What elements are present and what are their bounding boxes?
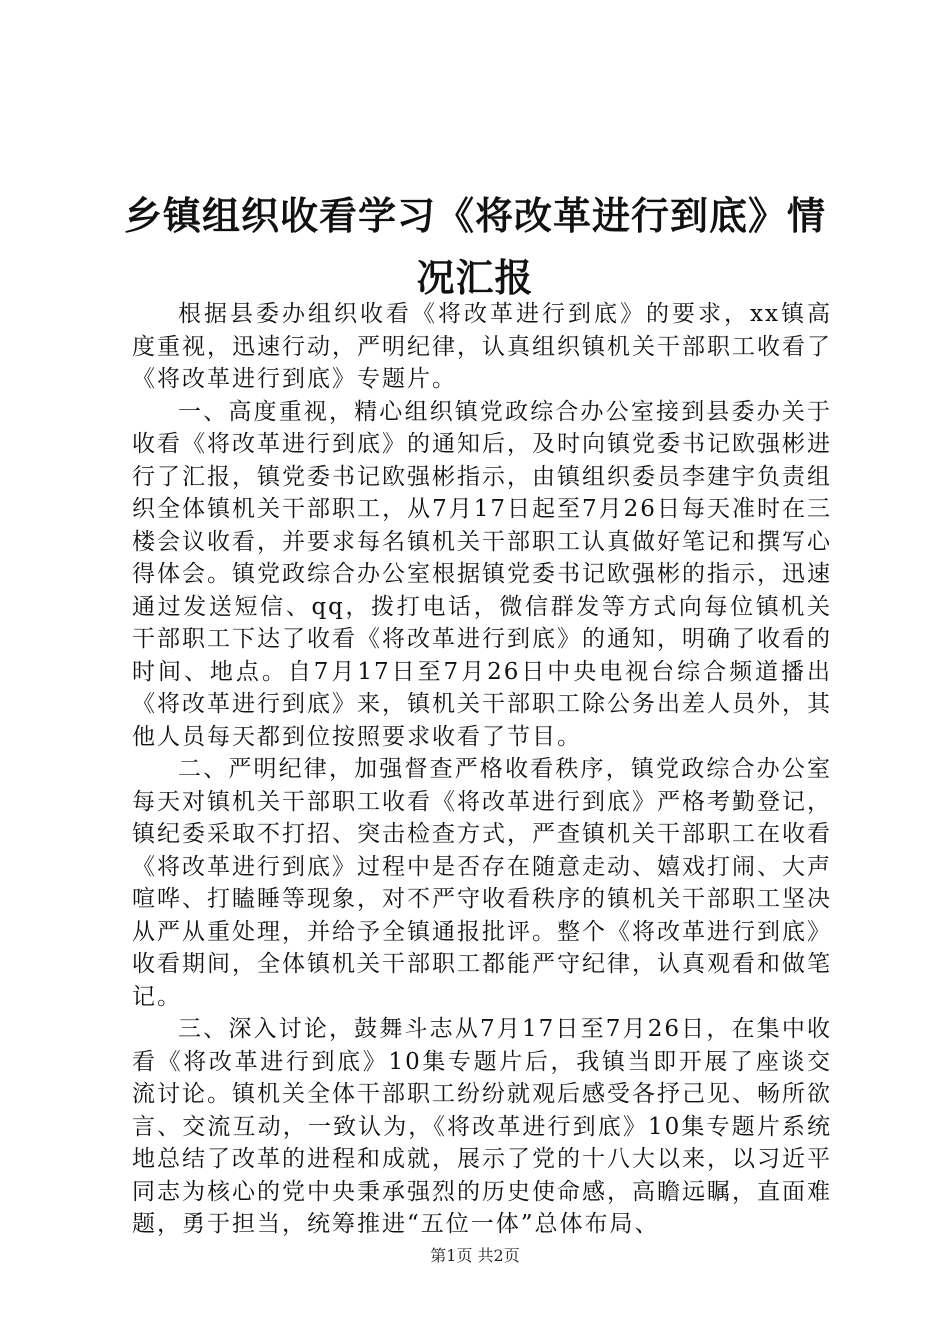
document-body xyxy=(132,298,832,1241)
page-footer: 第1页 共2页 xyxy=(430,1246,520,1265)
paragraph-section-1: 一、高度重视，精心组织镇党政综合办公室接到县委办关于收看《将改革进行到底》的通知后，及时向镇党委书记欧强彬进行了汇报，镇党委书记欧强彬指示，由镇组织委员李建宇负责组织全体镇机关干部职工，从7月17日起至7月26日每天准时在三楼会议收看，并要求每名镇机关干部职工认真做好笔记和撰写心得体会。镇党政综合办公室根据镇党委书记欧强彬的指示，迅速通过发送短信、qq，拨打电话，微信群发等方式向每位镇机关干部职工下达了收看《将改革进行到底》的通知，明确了收看的时间、地点。自7月17日至7月26日中央电视台综合频道播出《将改革进行到底》来，镇机关干部职工除公务出差人员外，其他人员每天都到位按照要求收看了节目。 xyxy=(132,398,832,750)
paragraph-intro: 根据县委办组织收看《将改革进行到底》的要求，xx镇高度重视，迅速行动，严明纪律，认真组织镇机关干部职工收看了《将改革进行到底》专题片。 xyxy=(132,301,832,392)
paragraph-section-3: 三、深入讨论，鼓舞斗志从7月17日至7月26日，在集中收看《将改革进行到底》10集专题片后，我镇当即开展了座谈交流讨论。镇机关全体干部职工纷纷就观后感受各抒己见、畅所欲言、交流互动，一致认为，《将改革进行到底》10集专题片系统地总结了改革的进程和成就，展示了党的十八大以来，以习近平同志为核心的党中央秉承强烈的历史使命感，高瞻远瞩，直面难题，勇于担当，统筹推进“五位一体”总体布局、 xyxy=(132,1016,832,1237)
document-title: 乡镇组织收看学习《将改革进行到底》情况汇报 xyxy=(123,193,826,301)
paragraph-section-2: 二、严明纪律，加强督查严格收看秩序，镇党政综合办公室每天对镇机关干部职工收看《将改革进行到底》严格考勤登记，镇纪委采取不打招、突击检查方式，严查镇机关干部职工在收看《将改革进行到底》过程中是否存在随意走动、嬉戏打闹、大声喧哗、打瞌睡等现象，对不严守收看秩序的镇机关干部职工坚决从严从重处理，并给予全镇通报批评。整个《将改革进行到底》收看期间，全体镇机关干部职工都能严守纪律，认真观看和做笔记。 xyxy=(132,756,832,1010)
